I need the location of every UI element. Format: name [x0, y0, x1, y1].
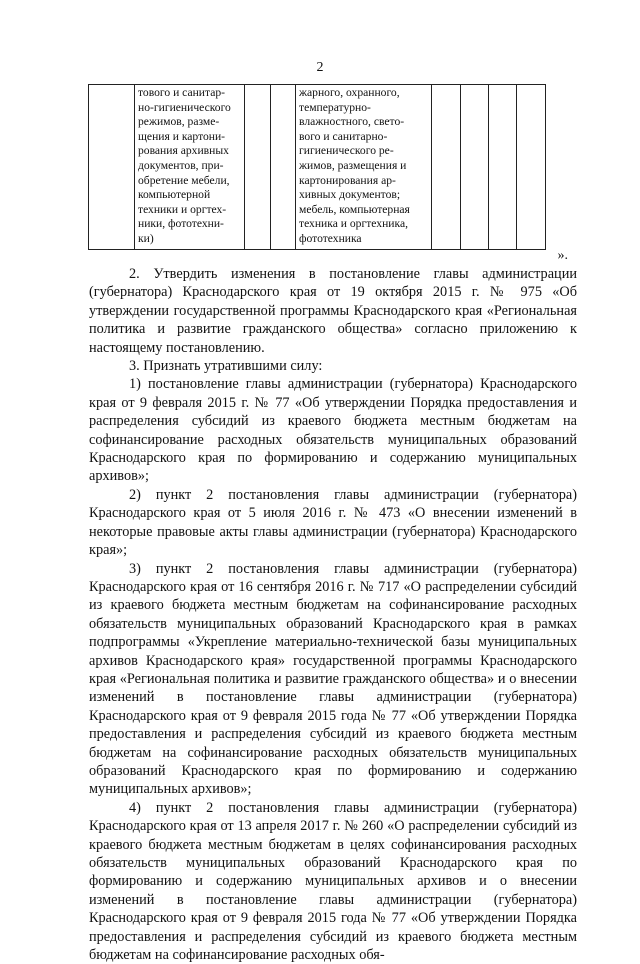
paragraph: 2. Утвердить изменения в постановление главы администрации (губернатора) Краснодарского края от 19 октября 2015 г. № 975 «Об утверждении государственной программы Краснодарского края «Региональная политика и развитие гражданского общества» согласно приложению к настоящему постановлению.	[89, 266, 577, 356]
table-cell-empty	[517, 85, 546, 250]
table-cell-measure	[135, 85, 245, 250]
continuation-table	[88, 84, 546, 250]
table-cell-empty	[489, 85, 517, 250]
paragraph: 1) постановление главы администрации (губернатора) Краснодарского края от 9 февраля 2015 г. № 77 «Об утверждении Порядка предоставления и распределения субсидий из краевого бюджета местным бюджетам на софинансирование расходных обязательств муниципальных образований Краснодарского края по формированию и содержанию муниципальных архивов»;	[89, 376, 577, 485]
table-cell-empty	[432, 85, 461, 250]
table-cell-empty	[271, 85, 296, 250]
paragraph: 4) пункт 2 постановления главы администрации (губернатора) Краснодарского края от 13 апреля 2017 г. № 260 «О распределении субсидий из краевого бюджета местным бюджетам в целях софинансирования расходных обязательств муниципальных образований Краснодарского края по формированию и содержанию муниципальных архивов и о внесении изменений в постановление главы администрации (губернатора) Краснодарского края от 9 февраля 2015 года № 77 «Об утверждении Порядка предоставления и распределения субсидий из краевого бюджета местным бюджетам на софинансирование расходных обя-	[89, 799, 577, 964]
table-cell-number	[89, 85, 135, 250]
paragraph: 2) пункт 2 постановления главы администрации (губернатора) Краснодарского края от 5 июля 2016 г. № 473 «О внесении изменений в некоторые правовые акты главы администрации (губернатора) Краснодарского края»;	[89, 486, 577, 559]
table-cell-empty	[461, 85, 489, 250]
paragraph: 3. Признать утратившими силу:	[129, 358, 323, 375]
cell-left-text: тового и санитар- но-гигиенического режимов, разме- щения и картони- рования архивных документов, при- обретение мебели, компьютерной техники и оргтех- ники, фототехни- ки)	[138, 86, 231, 245]
closing-quote: ».	[557, 248, 568, 263]
table-cell-result	[296, 85, 432, 250]
table-cell-empty	[245, 85, 271, 250]
cell-right-text: жарного, охранного, температурно- влажностного, свето- вого и санитарно- гигиенического ре- жимов, размещения и картонирования ар- хивных документов; мебель, компьютерная техника и оргтехника, фототехника	[299, 86, 410, 245]
document-body	[89, 265, 577, 964]
page-number: 2	[316, 60, 324, 75]
table-row	[89, 85, 546, 250]
paragraph: 3) пункт 2 постановления главы администрации (губернатора) Краснодарского края от 16 сентября 2016 г. № 717 «О распределении субсидий из краевого бюджета местным бюджетам на софинансирование расходных обязательств муниципальных образований Краснодарского края в рамках подпрограммы «Укрепление материально-технической базы муниципальных архивов Краснодарского края» государственной программы Краснодарского края «Региональная политика и развитие гражданского общества» и о внесении изменений в постановление главы администрации (губернатора) Краснодарского края от 9 февраля 2015 года № 77 «Об утверждении Порядка предоставления и распределения субсидий из краевого бюджета местным бюджетам на софинансирование расходных обязательств муниципальных образований Краснодарского края по формированию и содержанию муниципальных архивов»;	[89, 560, 577, 798]
